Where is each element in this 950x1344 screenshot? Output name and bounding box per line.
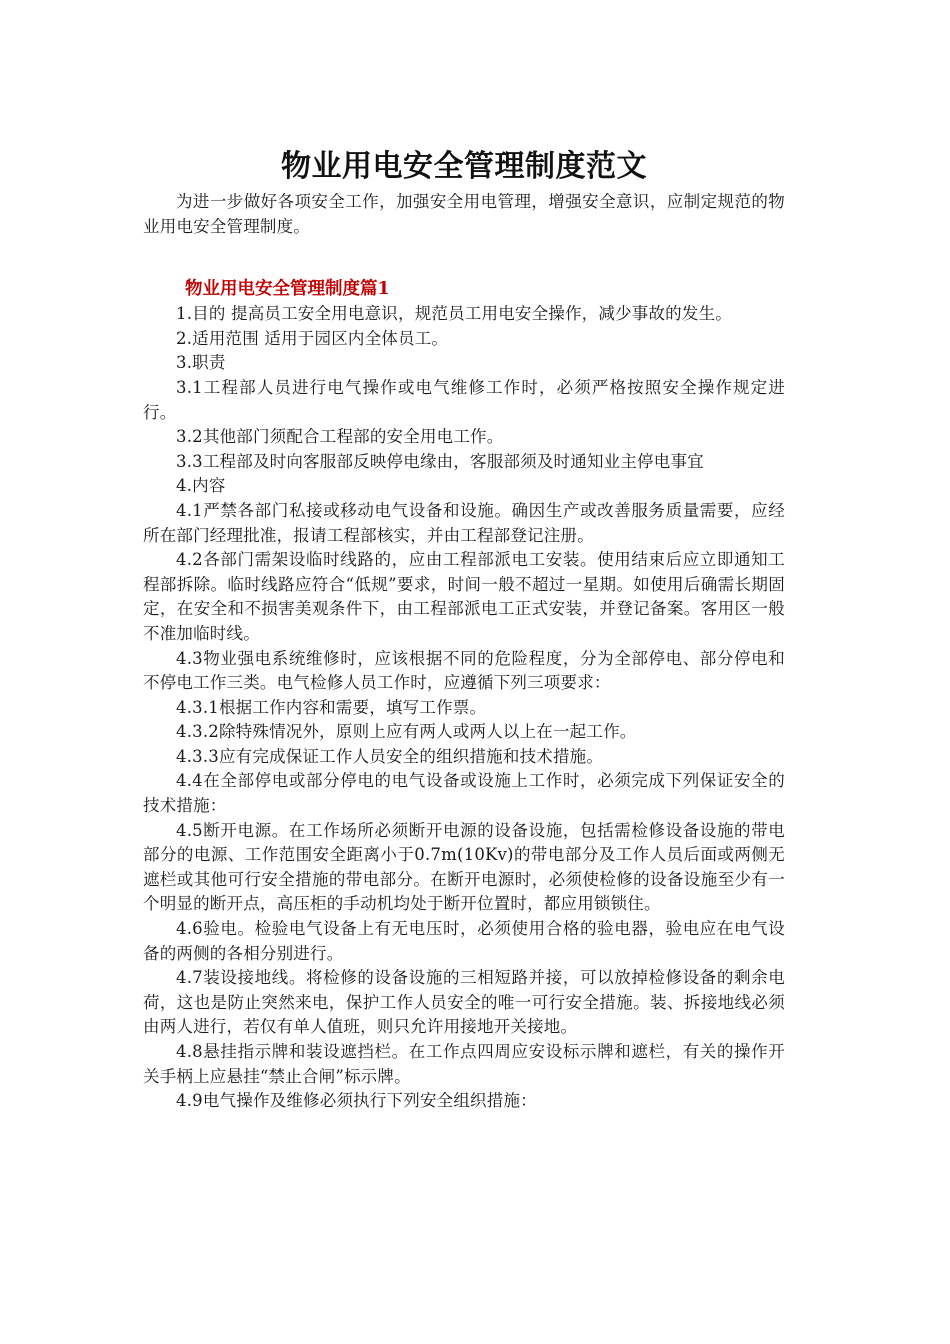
body-paragraph: 4.8悬挂指示牌和装设遮挡栏。在工作点四周应安设标示牌和遮栏，有关的操作开关手柄上应悬挂“禁止合闸”标示牌。 bbox=[143, 1042, 785, 1086]
body-paragraphs bbox=[143, 302, 785, 1114]
body-paragraph: 4.2各部门需架设临时线路的，应由工程部派电工安装。使用结束后应立即通知工程部拆除。临时线路应符合“低规”要求，时间一般不超过一星期。如使用后确需长期固定，在安全和不损害美观条件下，由工程部派电工正式安装，并登记备案。客用区一般不准加临时线。 bbox=[143, 550, 785, 643]
body-paragraph: 4.3物业强电系统维修时，应该根据不同的危险程度，分为全部停电、部分停电和不停电工作三类。电气检修人员工作时，应遵循下列三项要求： bbox=[143, 648, 785, 693]
intro-paragraph: 为进一步做好各项安全工作，加强安全用电管理，增强安全意识，应制定规范的物业用电安全管理制度。 bbox=[143, 192, 785, 236]
body-paragraph: 4.6验电。检验电气设备上有无电压时，必须使用合格的验电器，验电应在电气设备的两侧的各相分别进行。 bbox=[143, 919, 785, 963]
body-paragraph: 4.1严禁各部门私接或移动电气设备和设施。确因生产或改善服务质量需要，应经所在部门经理批准，报请工程部核实，并由工程部登记注册。 bbox=[143, 500, 785, 545]
body-paragraph: 3.职责 bbox=[176, 353, 226, 373]
document-page bbox=[143, 148, 785, 1114]
body-paragraph: 4.3.3应有完成保证工作人员安全的组织措施和技术措施。 bbox=[176, 746, 604, 766]
body-paragraph: 4.内容 bbox=[176, 476, 226, 496]
body-paragraph: 3.1工程部人员进行电气操作或电气维修工作时，必须严格按照安全操作规定进行。 bbox=[143, 377, 785, 422]
section-spacer bbox=[143, 239, 785, 276]
body-paragraph: 4.3.2除特殊情况外，原则上应有两人或两人以上在一起工作。 bbox=[176, 722, 637, 742]
body-paragraph: 4.4在全部停电或部分停电的电气设备或设施上工作时，必须完成下列保证安全的技术措施： bbox=[143, 771, 785, 816]
body-paragraph: 3.3工程部及时向客服部反映停电缘由，客服部须及时通知业主停电事宜 bbox=[176, 451, 704, 471]
body-paragraph: 4.5断开电源。在工作场所必须断开电源的设备设施，包括需检修设备设施的带电部分的电源、工作范围安全距离小于0.7m(10Kv)的带电部分及工作人员后面或两侧无遮栏或其他可行安全措施的带电部分。在断开电源时，必须使检修的设备设施至少有一个明显的断开点，高压柜的手动机均处于断开位置时，都应用锁锁住。 bbox=[143, 820, 785, 914]
document-title: 物业用电安全管理制度范文 bbox=[281, 149, 647, 184]
body-paragraph: 1.目的 提高员工安全用电意识，规范员工用电安全操作，减少事故的发生。 bbox=[176, 304, 732, 324]
section-heading: 物业用电安全管理制度篇1 bbox=[185, 279, 390, 300]
body-paragraph: 4.9电气操作及维修必须执行下列安全组织措施： bbox=[176, 1091, 537, 1111]
body-paragraph: 3.2其他部门须配合工程部的安全用电工作。 bbox=[176, 427, 504, 447]
body-paragraph: 4.3.1根据工作内容和需要，填写工作票。 bbox=[176, 697, 487, 717]
body-paragraph: 2.适用范围 适用于园区内全体员工。 bbox=[176, 328, 449, 348]
body-paragraph: 4.7装设接地线。将检修的设备设施的三相短路并接，可以放掉检修设备的剩余电荷，这也是防止突然来电，保护工作人员安全的唯一可行安全措施。装、拆接地线必须由两人进行，若仅有单人值班，则只允许用接地开关接地。 bbox=[143, 968, 785, 1037]
